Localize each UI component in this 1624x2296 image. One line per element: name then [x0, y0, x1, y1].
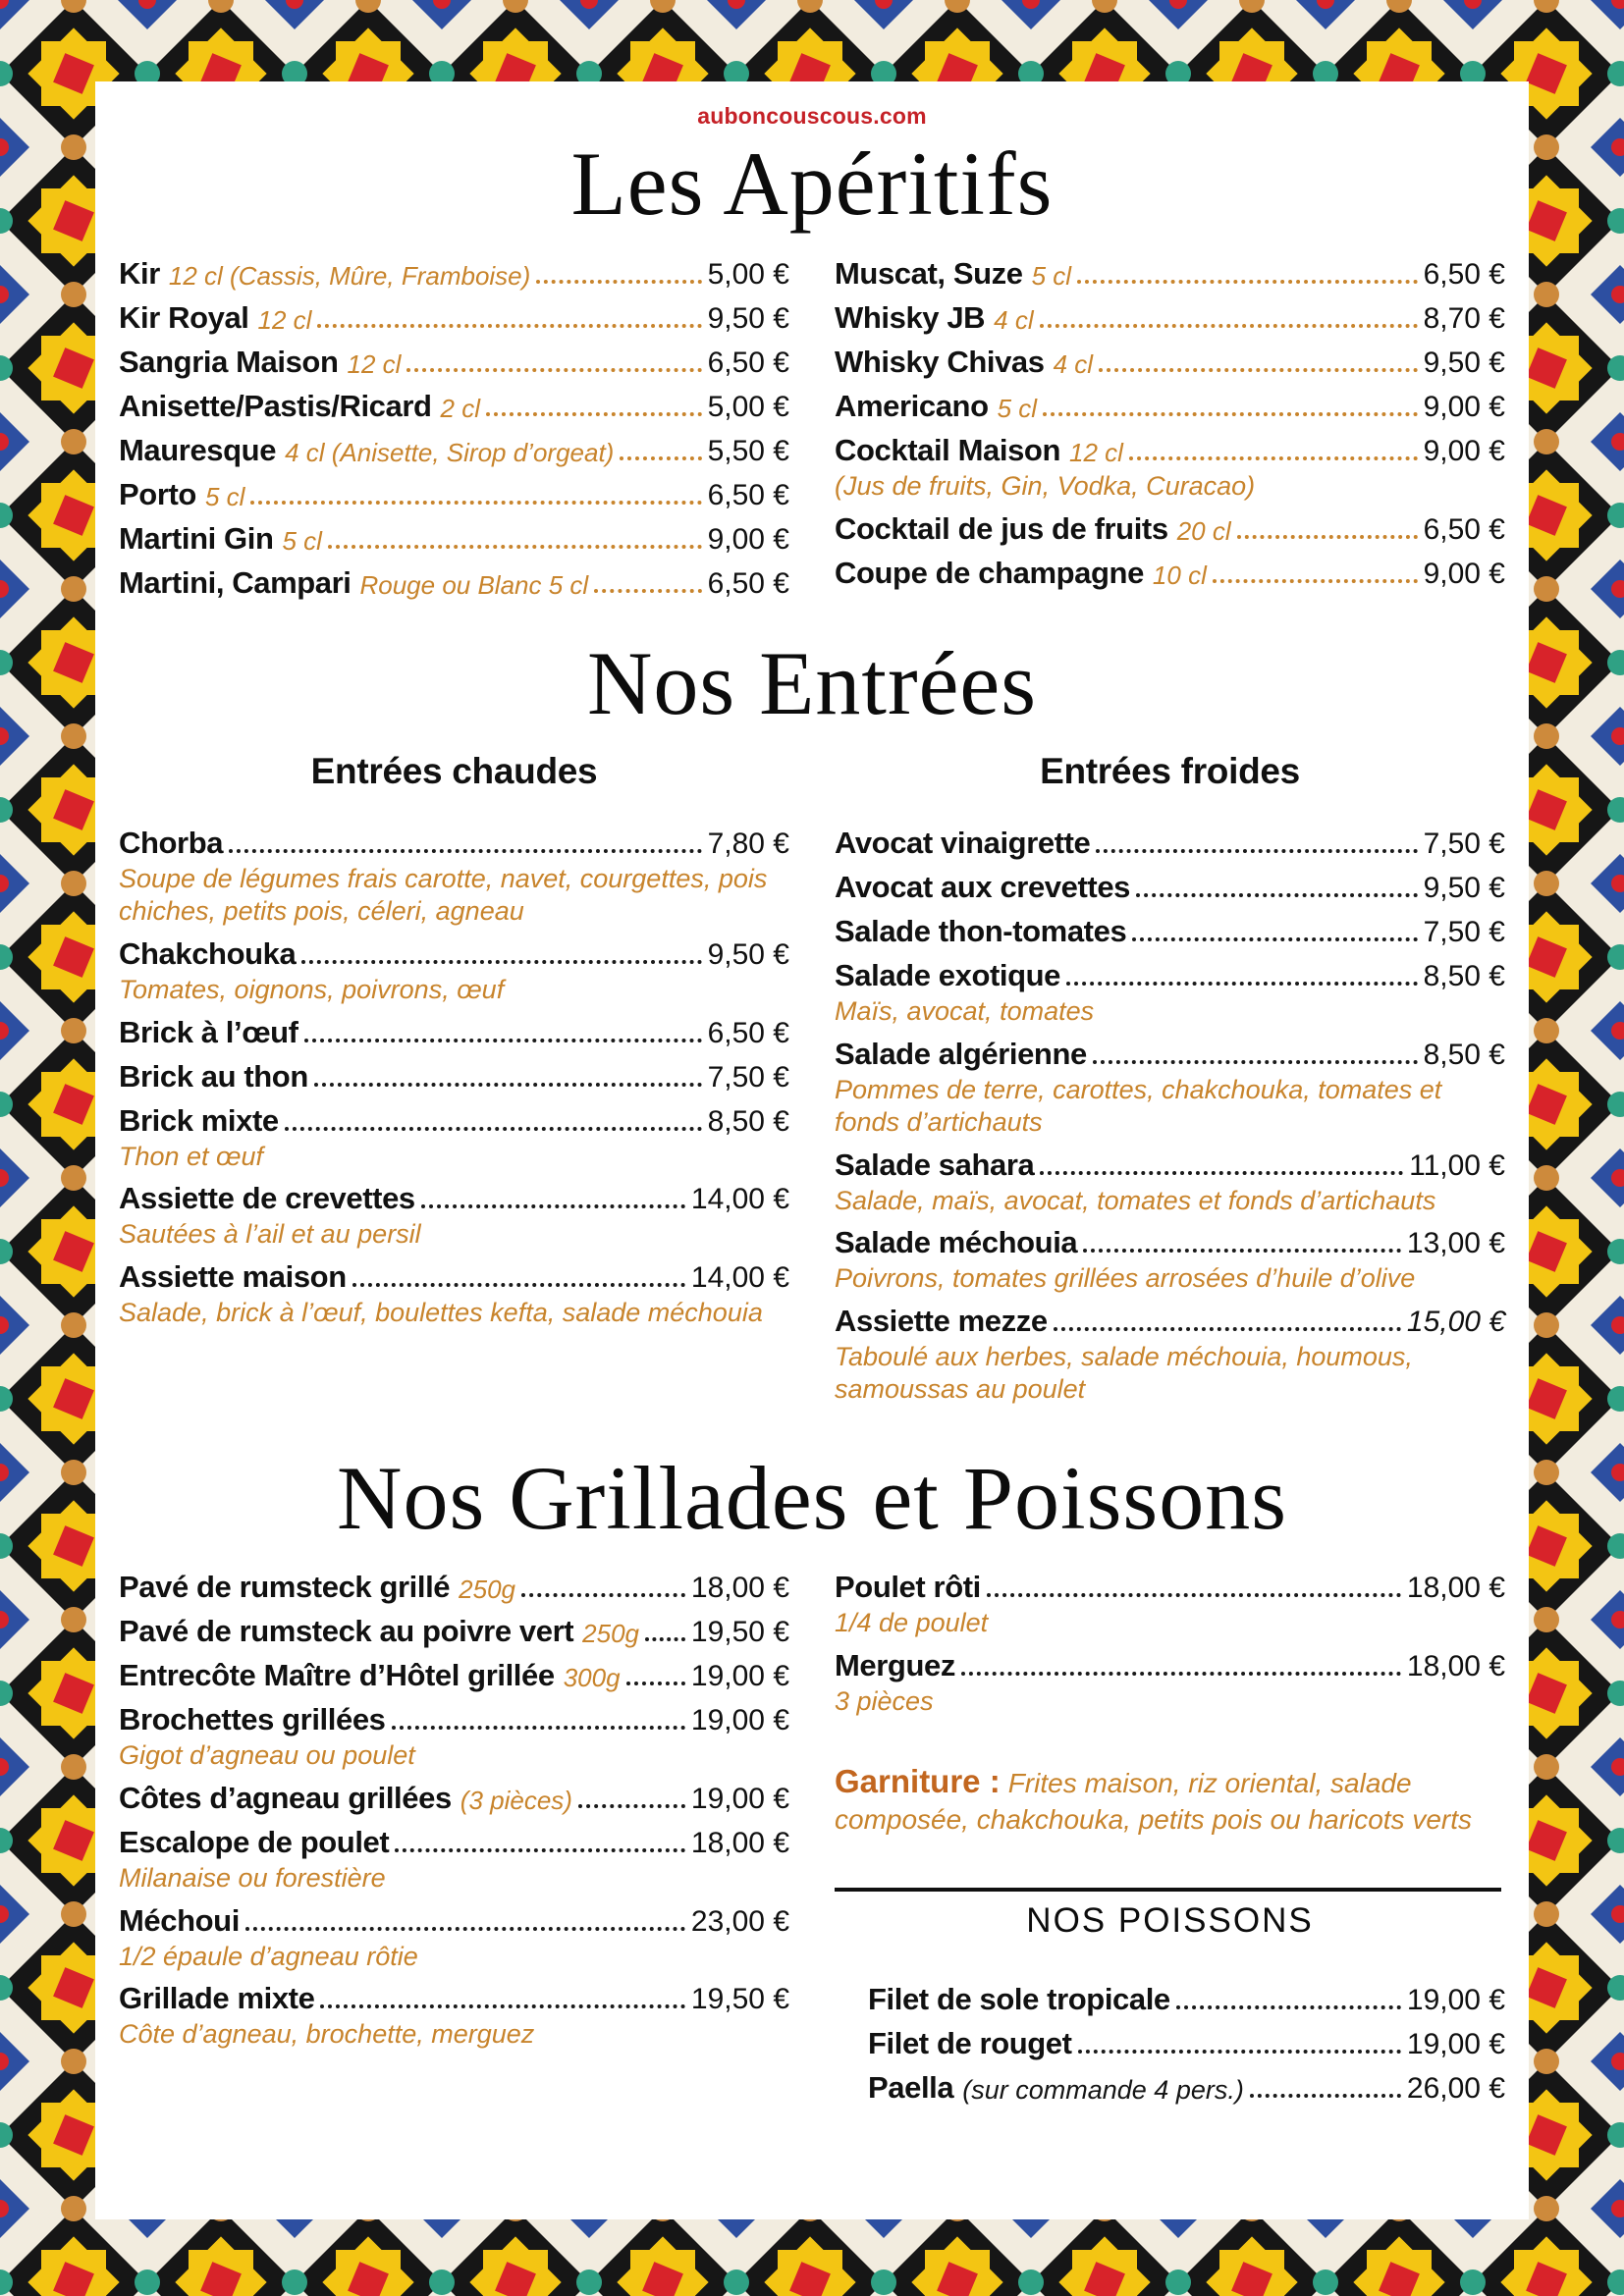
- item-price: 8,50 €: [1423, 1038, 1505, 1071]
- dotted-leader: [1040, 324, 1418, 328]
- item-name: Whisky Chivas: [835, 345, 1045, 380]
- item-price: 11,00 €: [1409, 1148, 1505, 1182]
- menu-item-row: [835, 433, 1505, 468]
- item-name: Coupe de champagne: [835, 556, 1144, 591]
- menu-item: [835, 300, 1505, 336]
- item-description: Salade, brick à l’œuf, boulettes kefta, salade méchouia: [119, 1298, 763, 1328]
- dotted-leader: [406, 368, 701, 372]
- item-name: Brick au thon: [119, 1058, 308, 1094]
- menu-item: [119, 1015, 789, 1050]
- dotted-leader: [961, 1672, 1401, 1676]
- dotted-leader: [314, 1083, 702, 1087]
- item-price: 19,50 €: [690, 1615, 789, 1648]
- dotted-leader: [1043, 412, 1417, 416]
- item-name: Grillade mixte: [119, 1981, 315, 2016]
- dotted-leader: [1237, 535, 1418, 539]
- dotted-leader: [285, 1127, 702, 1131]
- menu-item-row: [119, 1181, 789, 1216]
- section-columns: [119, 256, 1505, 610]
- item-name: Cocktail de jus de fruits: [835, 511, 1168, 547]
- menu-item: [119, 256, 789, 292]
- item-name: Pavé de rumsteck grillé: [119, 1569, 451, 1604]
- menu-item-row: [119, 1702, 789, 1737]
- item-price: 19,00 €: [1406, 2027, 1505, 2060]
- item-name: Paella: [868, 2069, 954, 2105]
- dotted-leader: [229, 849, 701, 853]
- dotted-leader: [1054, 1327, 1401, 1331]
- menu-item: [835, 1304, 1505, 1406]
- item-quantity: 5 cl: [997, 394, 1038, 424]
- menu-item-row: [119, 345, 789, 380]
- menu-item: [835, 870, 1505, 905]
- menu-item: [119, 1103, 789, 1173]
- dotted-leader: [578, 1804, 685, 1808]
- dotted-leader: [245, 1927, 685, 1931]
- item-quantity: 20 cl: [1176, 516, 1231, 547]
- menu-item: [119, 826, 789, 928]
- item-price: 6,50 €: [1423, 258, 1505, 292]
- item-price: 19,00 €: [1406, 1983, 1505, 2016]
- item-name: Avocat aux crevettes: [835, 869, 1131, 904]
- menu-column: [119, 256, 789, 610]
- item-price: 23,00 €: [690, 1904, 789, 1938]
- menu-item-row: [119, 300, 789, 336]
- menu-item-row: [868, 1982, 1505, 2017]
- dotted-leader: [1066, 982, 1418, 986]
- dotted-leader: [1040, 1171, 1403, 1175]
- item-quantity: 12 cl: [1069, 438, 1123, 468]
- item-price: 18,00 €: [1406, 1571, 1505, 1604]
- dotted-leader: [486, 412, 702, 416]
- menu-item: [835, 345, 1505, 380]
- dotted-leader: [301, 960, 701, 964]
- menu-column: [835, 256, 1505, 600]
- dotted-leader: [395, 1848, 685, 1852]
- garniture-text: Frites maison, riz oriental, salade composée, chakchouka, petits pois ou haricots verts: [835, 1767, 1473, 1836]
- item-quantity: 4 cl: [1053, 349, 1094, 380]
- menu-item: [119, 1825, 789, 1895]
- site-link[interactable]: auboncouscous.com: [697, 103, 927, 129]
- item-description: Thon et œuf: [119, 1141, 264, 1171]
- menu-item-row: [835, 870, 1505, 905]
- item-name: Filet de sole tropicale: [868, 1981, 1170, 2016]
- item-price: 6,50 €: [707, 479, 789, 512]
- item-name: Brick mixte: [119, 1102, 279, 1138]
- item-name: Salade sahara: [835, 1147, 1035, 1182]
- menu-item: [835, 1225, 1505, 1295]
- menu-item: [119, 521, 789, 557]
- item-description: Sautées à l’ail et au persil: [119, 1219, 421, 1250]
- item-quantity: 12 cl (Cassis, Mûre, Framboise): [168, 261, 531, 292]
- menu-item-row: [868, 2026, 1505, 2061]
- garniture-label: Garniture :: [835, 1762, 1001, 1799]
- item-price: 19,00 €: [690, 1659, 789, 1692]
- menu-item-row: [119, 477, 789, 512]
- dotted-leader: [1132, 937, 1417, 941]
- item-quantity: 300g: [563, 1662, 621, 1692]
- item-price: 6,50 €: [707, 567, 789, 601]
- item-price: 18,00 €: [690, 1826, 789, 1859]
- menu-panel: [95, 81, 1529, 2219]
- menu-item: [119, 433, 789, 468]
- item-description: Pommes de terre, carottes, chakchouka, tomates et fonds d’artichauts: [835, 1074, 1442, 1137]
- section-aperitifs: [119, 135, 1505, 610]
- dotted-leader: [1250, 2094, 1401, 2098]
- item-description: (Jus de fruits, Gin, Vodka, Curacao): [835, 471, 1256, 502]
- menu-item: [835, 1148, 1505, 1217]
- menu-item: [119, 345, 789, 380]
- item-price: 9,50 €: [707, 937, 789, 971]
- item-quantity: 10 cl: [1152, 561, 1207, 591]
- item-description: Tomates, oignons, poivrons, œuf: [119, 974, 505, 1004]
- menu-item-row: [119, 565, 789, 601]
- item-price: 19,00 €: [690, 1703, 789, 1736]
- menu-item: [119, 1781, 789, 1816]
- item-name: Whisky JB: [835, 300, 986, 336]
- item-name: Côtes d’agneau grillées: [119, 1780, 452, 1815]
- item-description: Maïs, avocat, tomates: [835, 995, 1095, 1026]
- item-price: 18,00 €: [690, 1571, 789, 1604]
- menu-item-row: [835, 511, 1505, 547]
- garniture-note: [835, 1761, 1505, 1839]
- item-price: 7,50 €: [1423, 915, 1505, 948]
- menu-item: [119, 1570, 789, 1605]
- dotted-leader: [1078, 2050, 1401, 2054]
- item-name: Poulet rôti: [835, 1569, 981, 1604]
- menu-item: [119, 1981, 789, 2051]
- item-price: 14,00 €: [690, 1261, 789, 1295]
- poissons-divider: [835, 1888, 1501, 1892]
- menu-item: [119, 1259, 789, 1329]
- menu-item: [119, 477, 789, 512]
- item-name: Entrecôte Maître d’Hôtel grillée: [119, 1657, 555, 1692]
- dotted-leader: [352, 1283, 685, 1287]
- item-price: 9,50 €: [1423, 347, 1505, 380]
- item-price: 8,50 €: [707, 1104, 789, 1138]
- item-price: 6,50 €: [1423, 513, 1505, 547]
- item-name: Muscat, Suze: [835, 256, 1023, 292]
- menu-item: [119, 1059, 789, 1095]
- dotted-leader: [1096, 849, 1417, 853]
- item-name: Chorba: [119, 825, 224, 860]
- menu-item-row: [835, 556, 1505, 591]
- dotted-leader: [626, 1682, 685, 1685]
- item-price: 5,00 €: [707, 391, 789, 424]
- menu-item-row: [119, 1015, 789, 1050]
- section-entrees: [119, 635, 1505, 1415]
- item-price: 19,00 €: [690, 1782, 789, 1815]
- item-price: 6,50 €: [707, 1016, 789, 1049]
- menu-item: [835, 958, 1505, 1028]
- item-price: 9,00 €: [1423, 435, 1505, 468]
- menu-item: [835, 511, 1505, 547]
- dotted-leader: [317, 324, 701, 328]
- menu-item: [119, 1614, 789, 1649]
- menu-item-row: [119, 1259, 789, 1295]
- item-name: Americano: [835, 389, 989, 424]
- item-name: Filet de rouget: [868, 2025, 1072, 2060]
- dotted-leader: [1099, 368, 1418, 372]
- menu-item: [835, 914, 1505, 949]
- item-price: 14,00 €: [690, 1183, 789, 1216]
- item-name: Assiette maison: [119, 1259, 347, 1295]
- menu-item: [835, 826, 1505, 861]
- menu-sections: [119, 135, 1505, 2114]
- item-name: Chakchouka: [119, 935, 297, 971]
- menu-item: [835, 256, 1505, 292]
- dotted-leader: [620, 456, 701, 460]
- item-price: 9,00 €: [707, 523, 789, 557]
- menu-item-row: [835, 256, 1505, 292]
- dotted-leader: [392, 1726, 685, 1730]
- item-name: Pavé de rumsteck au poivre vert: [119, 1613, 574, 1648]
- item-name: Brochettes grillées: [119, 1701, 386, 1736]
- dotted-leader: [1129, 456, 1418, 460]
- menu-item-row: [835, 914, 1505, 949]
- dotted-leader: [328, 545, 702, 549]
- item-name: Porto: [119, 477, 196, 512]
- item-quantity: 5 cl: [282, 526, 322, 557]
- item-description: 1/4 de poulet: [835, 1607, 989, 1637]
- item-name: Méchoui: [119, 1902, 240, 1938]
- menu-item-row: [835, 345, 1505, 380]
- menu-column: [119, 1570, 789, 2060]
- menu-item: [119, 1903, 789, 1973]
- item-name: Merguez: [835, 1647, 955, 1682]
- item-name: Assiette de crevettes: [119, 1181, 415, 1216]
- menu-item-row: [119, 826, 789, 861]
- dotted-leader: [250, 501, 701, 505]
- item-price: 7,50 €: [1423, 827, 1505, 860]
- item-name: Avocat vinaigrette: [835, 825, 1091, 860]
- section-columns: [119, 747, 1505, 1415]
- menu-item-row: [119, 1570, 789, 1605]
- item-quantity: 5 cl: [204, 482, 245, 512]
- item-name: Assiette mezze: [835, 1304, 1048, 1339]
- menu-item: [835, 1648, 1505, 1718]
- menu-item-row: [835, 300, 1505, 336]
- dotted-leader: [536, 280, 701, 284]
- item-name: Kir Royal: [119, 300, 249, 336]
- menu-item: [119, 389, 789, 424]
- item-price: 7,50 €: [707, 1060, 789, 1094]
- menu-item: [835, 556, 1505, 591]
- menu-item-row: [119, 1825, 789, 1860]
- section-title-aperitifs: Les Apéritifs: [570, 133, 1054, 234]
- item-price: 19,50 €: [690, 1983, 789, 2016]
- menu-item: [868, 1982, 1505, 2017]
- menu-item-row: [835, 1225, 1505, 1260]
- menu-item: [868, 2026, 1505, 2061]
- menu-item-row: [119, 433, 789, 468]
- menu-item-row: [119, 389, 789, 424]
- menu-item-row: [835, 1304, 1505, 1339]
- menu-item: [868, 2070, 1505, 2106]
- dotted-leader: [1136, 893, 1418, 897]
- dotted-leader: [1176, 2005, 1401, 2009]
- item-name: Cocktail Maison: [835, 433, 1060, 468]
- item-price: 15,00 €: [1406, 1306, 1505, 1339]
- item-quantity: 4 cl (Anisette, Sirop d’orgeat): [285, 438, 615, 468]
- item-name: Anisette/Pastis/Ricard: [119, 389, 432, 424]
- poissons-heading: NOS POISSONS: [1026, 1900, 1314, 1940]
- menu-item: [119, 1702, 789, 1772]
- item-price: 8,70 €: [1423, 302, 1505, 336]
- item-name: Escalope de poulet: [119, 1824, 390, 1859]
- dotted-leader: [594, 589, 701, 593]
- item-price: 8,50 €: [1423, 959, 1505, 992]
- item-name: Martini, Campari: [119, 565, 352, 601]
- dotted-leader: [421, 1204, 685, 1208]
- menu-item-row: [868, 2070, 1505, 2106]
- dotted-leader: [1077, 280, 1418, 284]
- menu-item-row: [119, 1658, 789, 1693]
- section-grillades: [119, 1450, 1505, 2114]
- item-description: Milanaise ou forestière: [119, 1862, 386, 1893]
- item-price: 18,00 €: [1406, 1649, 1505, 1682]
- menu-item-row: [119, 1059, 789, 1095]
- menu-item-row: [119, 1903, 789, 1939]
- item-name: Mauresque: [119, 433, 277, 468]
- menu-item-row: [835, 1648, 1505, 1683]
- menu-item-row: [119, 1981, 789, 2016]
- menu-item: [119, 1658, 789, 1693]
- item-price: 5,50 €: [707, 435, 789, 468]
- menu-item-row: [835, 1570, 1505, 1605]
- item-price: 9,50 €: [707, 302, 789, 336]
- menu-item: [119, 936, 789, 1006]
- menu-item-row: [119, 1781, 789, 1816]
- item-note-inline: (sur commande 4 pers.): [962, 2074, 1244, 2105]
- item-description: Gigot d’agneau ou poulet: [119, 1739, 415, 1770]
- item-description: Taboulé aux herbes, salade méchouia, houmous, samoussas au poulet: [835, 1342, 1413, 1405]
- poissons-list: [835, 1982, 1505, 2106]
- item-price: 9,00 €: [1423, 391, 1505, 424]
- item-price: 26,00 €: [1406, 2071, 1505, 2105]
- menu-column: [835, 1570, 1505, 2114]
- menu-item: [835, 389, 1505, 424]
- dotted-leader: [1083, 1249, 1401, 1253]
- menu-item-row: [835, 1037, 1505, 1072]
- item-quantity: Rouge ou Blanc 5 cl: [359, 570, 589, 601]
- menu-item-row: [835, 1148, 1505, 1183]
- menu-item-row: [119, 936, 789, 972]
- item-quantity: 250g: [582, 1618, 640, 1648]
- section-title-grillades: Nos Grillades et Poissons: [337, 1448, 1287, 1549]
- dotted-leader: [987, 1593, 1401, 1597]
- menu-item: [119, 565, 789, 601]
- item-name: Salade algérienne: [835, 1036, 1087, 1071]
- dotted-leader: [1093, 1060, 1418, 1064]
- item-price: 5,00 €: [707, 258, 789, 292]
- menu-item-row: [835, 826, 1505, 861]
- item-description: Côte d’agneau, brochette, merguez: [119, 2019, 535, 2050]
- dotted-leader: [521, 1593, 685, 1597]
- item-name: Salade méchouia: [835, 1225, 1078, 1260]
- item-price: 13,00 €: [1406, 1227, 1505, 1260]
- menu-item: [835, 433, 1505, 503]
- item-name: Brick à l’œuf: [119, 1014, 298, 1049]
- column-heading: Entrées froides: [1040, 750, 1300, 791]
- menu-column: [119, 747, 789, 1339]
- item-quantity: 5 cl: [1031, 261, 1072, 292]
- item-price: 9,00 €: [1423, 558, 1505, 591]
- item-name: Martini Gin: [119, 521, 274, 557]
- item-description: Salade, maïs, avocat, tomates et fonds d’artichauts: [835, 1185, 1436, 1215]
- menu-item-row: [119, 521, 789, 557]
- item-quantity: (3 pièces): [460, 1785, 572, 1815]
- section-columns: [119, 1570, 1505, 2114]
- item-quantity: 4 cl: [994, 305, 1034, 336]
- dotted-leader: [1213, 579, 1418, 583]
- menu-item: [119, 300, 789, 336]
- item-name: Sangria Maison: [119, 345, 339, 380]
- menu-item: [835, 1037, 1505, 1139]
- menu-item-row: [119, 1614, 789, 1649]
- dotted-leader: [320, 2004, 684, 2008]
- item-price: 6,50 €: [707, 347, 789, 380]
- item-description: Soupe de légumes frais carotte, navet, courgettes, pois chiches, petits pois, céleri, agneau: [119, 863, 768, 926]
- menu-item-row: [119, 1103, 789, 1139]
- menu-item-row: [119, 256, 789, 292]
- menu-item: [119, 1181, 789, 1251]
- item-quantity: 12 cl: [347, 349, 402, 380]
- item-name: Salade exotique: [835, 957, 1061, 992]
- column-heading: Entrées chaudes: [310, 750, 598, 791]
- menu-item-row: [835, 958, 1505, 993]
- section-title-entrees: Nos Entrées: [586, 633, 1038, 734]
- item-price: 7,80 €: [707, 827, 789, 860]
- item-description: 3 pièces: [835, 1685, 934, 1716]
- dotted-leader: [304, 1039, 702, 1042]
- item-name: Kir: [119, 256, 160, 292]
- menu-item: [835, 1570, 1505, 1639]
- menu-item-row: [835, 389, 1505, 424]
- item-description: Poivrons, tomates grillées arrosées d’huile d’olive: [835, 1263, 1416, 1294]
- item-quantity: 250g: [459, 1574, 515, 1604]
- menu-column: [835, 747, 1505, 1415]
- item-description: 1/2 épaule d’agneau rôtie: [119, 1941, 418, 1971]
- item-name: Salade thon-tomates: [835, 913, 1127, 948]
- item-quantity: 12 cl: [257, 305, 312, 336]
- item-price: 9,50 €: [1423, 871, 1505, 904]
- item-quantity: 2 cl: [440, 394, 481, 424]
- dotted-leader: [645, 1637, 685, 1641]
